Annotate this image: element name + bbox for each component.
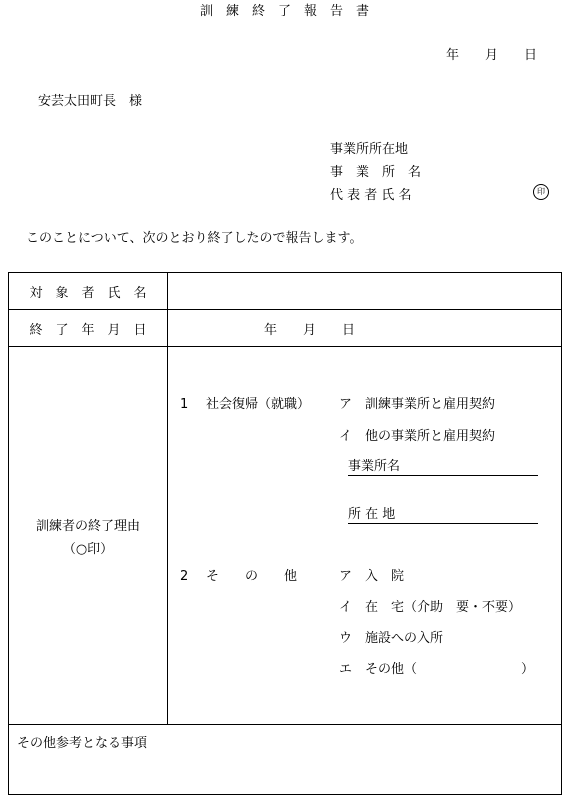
seal-mark: 印 [533, 184, 549, 200]
report-form-table [8, 272, 562, 795]
reason-label: 訓練者の終了理由 [35, 518, 140, 534]
end-date-field[interactable] [168, 310, 562, 347]
reason1-option-i[interactable]: イ 他の事業所と雇用契約 [339, 429, 496, 444]
office-address-line[interactable] [348, 507, 538, 524]
document-title: 訓 練 終 了 報 告 書 [199, 4, 369, 19]
reason2-option-u[interactable]: ウ 施設への入所 [339, 631, 444, 646]
subject-name-label: 対 象 者 氏 名 [9, 273, 168, 310]
reason2-option-a[interactable]: ア 入 院 [339, 569, 405, 584]
addressee: 安芸太田町長 様 [38, 94, 143, 109]
remarks-cell[interactable] [9, 725, 562, 795]
representative-label: 代 表 者 氏 名 [330, 188, 412, 203]
office-address-field-label: 所 在 地 [348, 507, 396, 522]
reason2-number: 2 [180, 569, 189, 584]
reason-options-cell [168, 347, 562, 725]
reason1-option-a[interactable]: ア 訓練事業所と雇用契約 [339, 397, 496, 412]
remarks-label: その他参考となる事項 [17, 736, 148, 751]
office-name-field-label: 事業所名 [348, 459, 401, 474]
reason-note: （○印） [62, 541, 114, 557]
office-name-label: 事 業 所 名 [330, 165, 422, 180]
reason1-label: 社会復帰（就職） [206, 397, 311, 412]
intro-text: このことについて、次のとおり終了したので報告します。 [26, 231, 363, 246]
reason2-option-i[interactable]: イ 在 宅（介助 要・不要） [339, 600, 522, 615]
reason2-option-e[interactable]: エ その他（ ） [339, 662, 535, 677]
office-location-label: 事業所所在地 [330, 142, 409, 157]
reason1-number: 1 [180, 397, 189, 412]
subject-name-field[interactable] [168, 273, 562, 310]
reason-label-cell [9, 347, 168, 725]
report-date: 年 月 日 [446, 48, 538, 63]
reason2-label: そ の 他 [206, 569, 298, 584]
end-date-label: 終 了 年 月 日 [9, 310, 168, 347]
end-date-value: 年 月 日 [264, 322, 356, 338]
office-name-line[interactable] [348, 459, 538, 476]
